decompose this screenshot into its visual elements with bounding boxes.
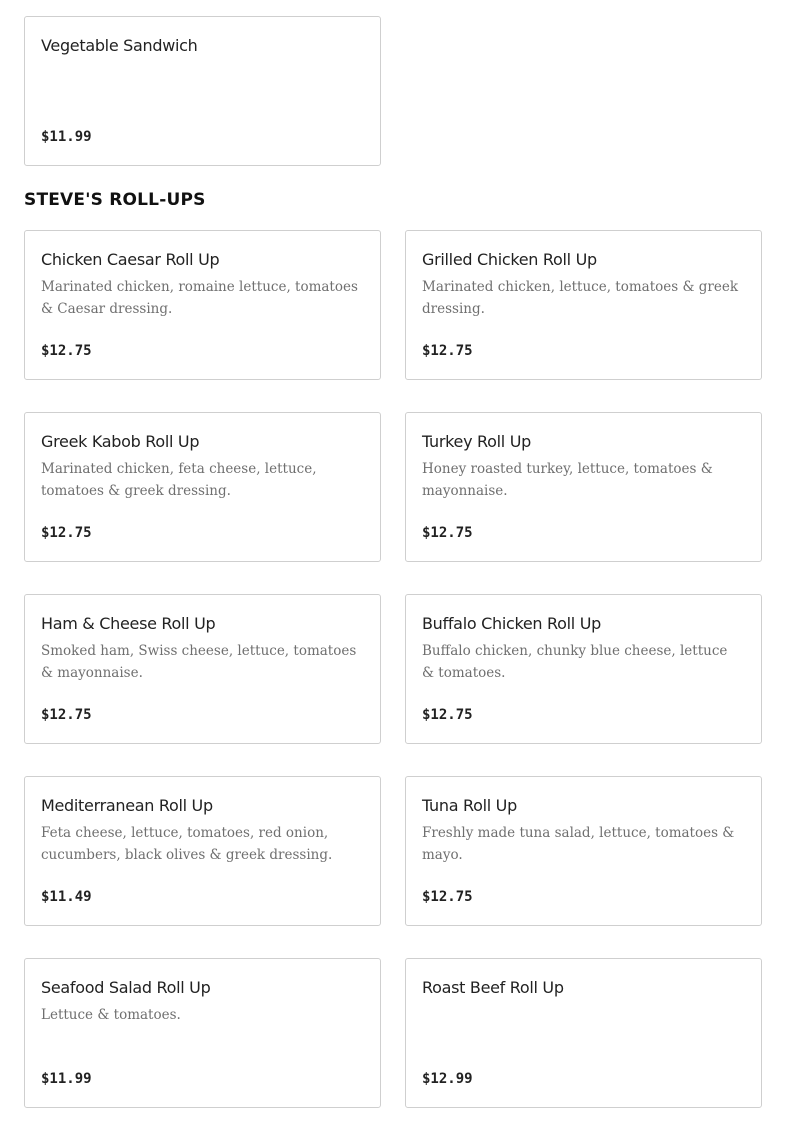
menu-item-card[interactable] bbox=[24, 776, 381, 926]
item-description: Honey roasted turkey, lettuce, tomatoes & mayonnaise. bbox=[422, 461, 713, 499]
menu-item-card[interactable] bbox=[24, 412, 381, 562]
menu-item-card[interactable] bbox=[405, 594, 762, 744]
item-price: $12.75 bbox=[422, 525, 473, 541]
menu-item-card[interactable] bbox=[24, 594, 381, 744]
item-price: $12.75 bbox=[41, 707, 92, 723]
item-description: Marinated chicken, romaine lettuce, tomatoes & Caesar dressing. bbox=[41, 279, 358, 317]
item-description: Marinated chicken, feta cheese, lettuce, tomatoes & greek dressing. bbox=[41, 461, 317, 499]
item-price: $11.49 bbox=[41, 889, 92, 905]
item-name: Chicken Caesar Roll Up bbox=[41, 250, 220, 269]
menu-item-card[interactable] bbox=[405, 230, 762, 380]
item-name: Greek Kabob Roll Up bbox=[41, 432, 200, 451]
item-name: Grilled Chicken Roll Up bbox=[422, 250, 597, 269]
item-name: Seafood Salad Roll Up bbox=[41, 978, 211, 997]
section-title: STEVE'S ROLL-UPS bbox=[24, 190, 206, 210]
item-price: $11.99 bbox=[41, 129, 92, 145]
menu-item-card[interactable] bbox=[405, 776, 762, 926]
item-name: Ham & Cheese Roll Up bbox=[41, 614, 216, 633]
item-price: $12.99 bbox=[422, 1071, 473, 1087]
menu-item-card[interactable] bbox=[24, 230, 381, 380]
item-price: $12.75 bbox=[422, 343, 473, 359]
item-description: Freshly made tuna salad, lettuce, tomatoes & mayo. bbox=[422, 825, 735, 863]
item-name: Mediterranean Roll Up bbox=[41, 796, 213, 815]
item-name: Roast Beef Roll Up bbox=[422, 978, 564, 997]
menu-item-card[interactable] bbox=[24, 16, 381, 166]
item-description: Buffalo chicken, chunky blue cheese, lettuce & tomatoes. bbox=[422, 643, 728, 681]
item-description: Feta cheese, lettuce, tomatoes, red onion, cucumbers, black olives & greek dressing. bbox=[41, 825, 333, 863]
item-price: $12.75 bbox=[41, 525, 92, 541]
item-name: Turkey Roll Up bbox=[422, 432, 531, 451]
item-description: Lettuce & tomatoes. bbox=[41, 1007, 181, 1023]
item-description: Smoked ham, Swiss cheese, lettuce, tomatoes & mayonnaise. bbox=[41, 643, 357, 681]
item-name: Tuna Roll Up bbox=[422, 796, 517, 815]
item-price: $12.75 bbox=[41, 343, 92, 359]
item-price: $12.75 bbox=[422, 707, 473, 723]
item-name: Buffalo Chicken Roll Up bbox=[422, 614, 601, 633]
item-name: Vegetable Sandwich bbox=[41, 36, 198, 55]
item-price: $11.99 bbox=[41, 1071, 92, 1087]
menu-item-card[interactable] bbox=[405, 958, 762, 1108]
menu-item-card[interactable] bbox=[24, 958, 381, 1108]
menu-item-card[interactable] bbox=[405, 412, 762, 562]
item-description: Marinated chicken, lettuce, tomatoes & greek dressing. bbox=[422, 279, 739, 317]
item-price: $12.75 bbox=[422, 889, 473, 905]
